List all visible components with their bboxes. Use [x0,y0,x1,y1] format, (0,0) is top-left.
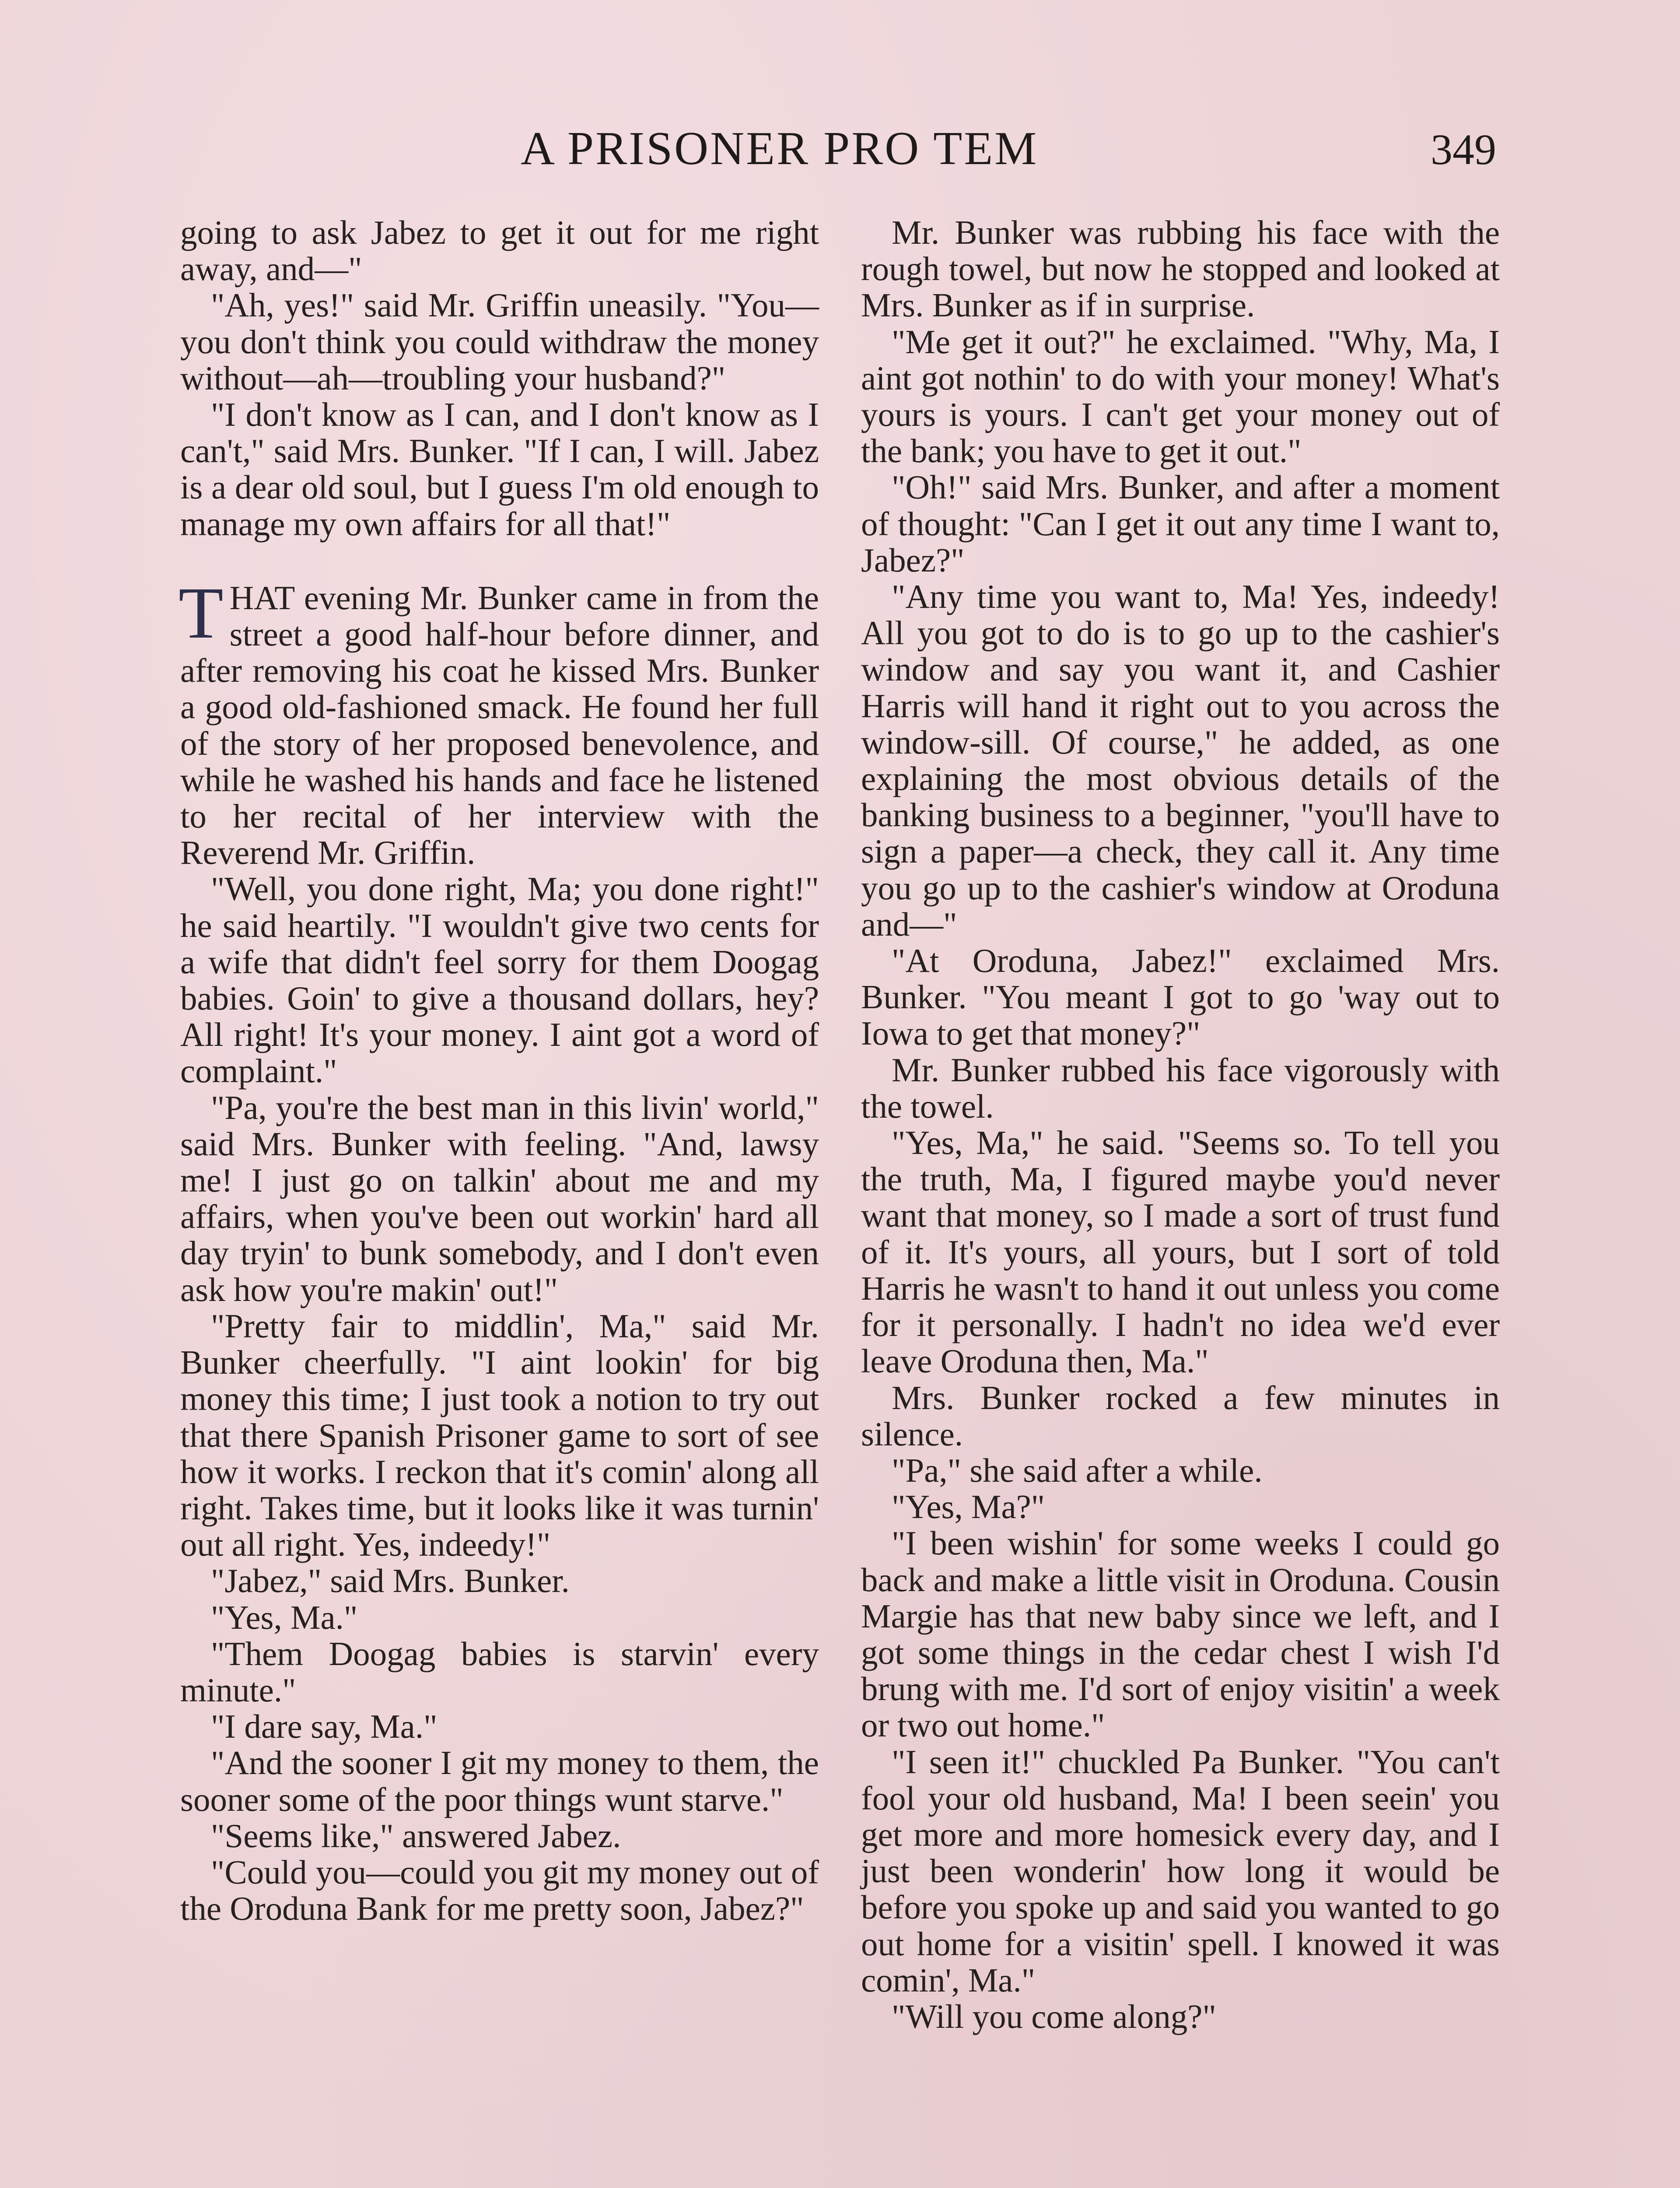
page-number: 349 [1431,125,1496,174]
paragraph: "I dare say, Ma." [211,1708,438,1746]
paragraph: "Oh!" said Mrs. Bunker, and after a moment of thought: "Can I get it out any time I want to, Jabez?" [861,468,1500,579]
paragraph: "I seen it!" chuckled Pa Bunker. "You can't fool your old husband, Ma! I been seein' you get more and more homesick every day, and I just been wonderin' how long it would be before you spoke up and said you wanted to go out home for a visitin' spell. I knowed it was comin', Ma." [861,1743,1500,1999]
paragraph: "Yes, Ma." [211,1598,358,1636]
paragraph: "Could you—could you git my money out of the Oroduna Bank for me pretty soon, Jabez?" [180,1853,819,1928]
paragraph-text: HAT evening Mr. Bunker came in from the street a good half-hour before dinner, and after removing his coat he kissed Mrs. Bunker a good old-fashioned smack. He found her full of the story of her proposed benevolence, and while he washed his hands and face he listened to her recital of her interview with the Reverend Mr. Griffin. [180,579,819,872]
paragraph: "Pa, you're the best man in this livin' world," said Mrs. Bunker with feeling. "And, lawsy me! I just go on talkin' about me and my affairs, when you've been out workin' hard all day tryin' to bunk somebody, and I don't even ask how you're makin' out!" [180,1088,819,1308]
right-text-column [861,214,1500,2035]
paragraph: Mr. Bunker rubbed his face vigorously with the towel. [861,1051,1500,1125]
paragraph: Mr. Bunker was rubbing his face with the rough towel, but now he stopped and looked at Mrs. Bunker as if in surprise. [861,214,1500,324]
paragraph: "Pretty fair to middlin', Ma," said Mr. Bunker cheerfully. "I aint lookin' for big money this time; I just took a notion to try out that there Spanish Prisoner game to sort of see how it works. I reckon that it's comin' along all right. Takes time, but it looks like it was turnin' out all right. Yes, indeedy!" [180,1307,819,1564]
running-title: A PRISONER PRO TEM [521,123,1039,175]
paragraph: "I been wishin' for some weeks I could go back and make a little visit in Oroduna. Cousin Margie has that new baby since we left, and I got some things in the cedar chest I wish I'd brung with me. I'd sort of enjoy visitin' a week or two out home." [861,1524,1500,1744]
paragraph: "Jabez," said Mrs. Bunker. [211,1562,570,1600]
paragraph: "Me get it out?" he exclaimed. "Why, Ma, I aint got nothin' to do with your money! What's yours is yours. I can't get your money out of the bank; you have to get it out." [861,323,1500,470]
paragraph: going to ask Jabez to get it out for me right away, and—" [180,214,819,288]
paragraph: "Pa," she said after a while. [892,1451,1263,1489]
paragraph: "Well, you done right, Ma; you done right!" he said heartily. "I wouldn't give two cents for a wife that didn't feel sorry for them Doogag babies. Goin' to give a thousand dollars, hey? All right! It's your money. I aint got a word of complaint." [180,870,819,1090]
paragraph: "And the sooner I git my money to them, the sooner some of the poor things wunt starve." [180,1744,819,1818]
section-break [180,542,819,580]
paragraph: "Ah, yes!" said Mr. Griffin uneasily. "You—you don't think you could withdraw the money without—ah—troubling your husband?" [180,286,819,397]
paragraph: "I don't know as I can, and I don't know as I can't," said Mrs. Bunker. "If I can, I will. Jabez is a dear old soul, but I guess I'm old enough to manage my own affairs for all that!" [180,396,819,543]
paragraph: Mrs. Bunker rocked a few minutes in silence. [861,1378,1500,1453]
paragraph: "At Oroduna, Jabez!" exclaimed Mrs. Bunker. "You meant I got to go 'way out to Iowa to get that money?" [861,942,1500,1052]
paragraph: "Seems like," answered Jabez. [211,1816,621,1855]
paragraph: "Yes, Ma?" [892,1488,1045,1526]
paragraph: "Will you come along?" [892,1997,1216,2035]
paragraph: "Yes, Ma," he said. "Seems so. To tell you the truth, Ma, I figured maybe you'd never want that money, so I made a sort of trust fund of it. It's yours, all yours, but I sort of told Harris he wasn't to hand it out unless you come for it personally. I hadn't no idea we'd ever leave Oroduna then, Ma." [861,1124,1500,1380]
paragraph: "Them Doogag babies is starvin' every minute." [180,1634,819,1709]
drop-cap: T [178,572,224,654]
left-text-column [180,214,819,1927]
paragraph: "Any time you want to, Ma! Yes, indeedy! All you got to do is to go up to the cashier's window and say you want it, and Cashier Harris will hand it right out to you across the window-sill. Of course," he added, as one explaining the most obvious details of the banking business to a beginner, "you'll have to sign a paper—a check, they call it. Any time you go up to the cashier's window at Oroduna and—" [861,578,1500,943]
section-opening-paragraph [178,572,819,872]
